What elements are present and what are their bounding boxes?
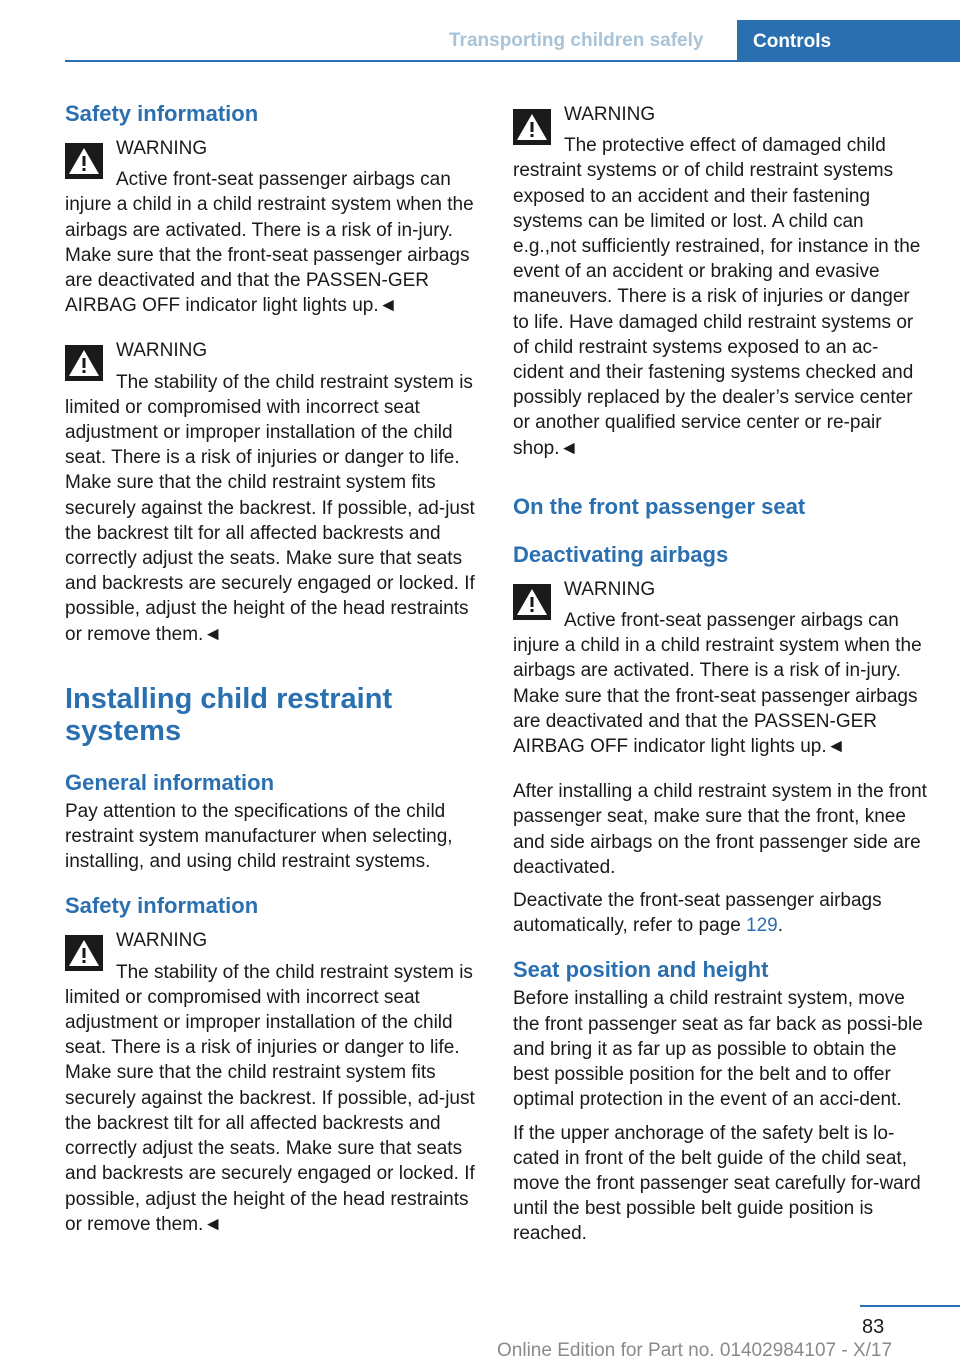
warning-block [65, 338, 477, 646]
warning-block [65, 136, 477, 318]
online-edition-footer: Online Edition for Part no. 01402984107 - X/17 [497, 1340, 893, 1361]
page-129-link[interactable]: 129 [746, 915, 778, 937]
warning-block [513, 577, 927, 759]
right-column [513, 102, 927, 1255]
heading-safety-information: Safety information [65, 101, 259, 126]
after-installing-text: After installing a child restraint system in the front passenger seat, make sure that the front, knee and side airbags on the front passenger side are deactivated. [513, 781, 927, 878]
heading-deactivating-airbags: Deactivating airbags [513, 541, 729, 567]
deactivate-text: Deactivate the front-seat passenger airbags automatically, refer to page [513, 890, 882, 937]
warning-block [513, 102, 927, 461]
warning-icon [65, 935, 103, 971]
deactivate-airbags-text [513, 888, 927, 938]
heading-seat-position-and-height: Seat position and height [513, 957, 769, 983]
header-rule [65, 60, 960, 62]
warning-icon [65, 143, 103, 179]
warning-block [65, 928, 477, 1236]
left-column [65, 100, 477, 1257]
heading-on-the-front-passenger-seat: On the front passenger seat [513, 493, 806, 519]
header-chapter-tab[interactable]: Controls [737, 20, 960, 60]
warning-title: WARNING [116, 930, 208, 952]
general-information-text: Pay attention to the specifications of the child restraint system manufacturer when selecting, installing, and using child restraint systems. [65, 800, 453, 873]
seat-position-text-1: Before installing a child restraint system, move the front passenger seat as far back as possi-ble and bring it as far up as possible to obtain the best possible position for the belt and to offer optimal protection in the event of an acci-dent. [513, 988, 923, 1111]
heading-safety-information-2: Safety information [65, 893, 259, 919]
warning-text: The stability of the child restraint system is limited or compromised with incorrect seat adjustment or improper installation of the child seat. There is a risk of injuries or danger to life. Make sure that the child restraint system fits securely against the backrest. If possible, ad-just the backrest tilt for all affected backrests and correctly adjust the seats. Make sure that seats and backrests are securely engaged or locked. If possible, adjust the height of the head restraints or remove them.◄ [65, 371, 475, 645]
warning-icon [513, 584, 551, 620]
warning-title: WARNING [564, 578, 656, 600]
warning-title: WARNING [116, 340, 208, 362]
warning-text: The protective effect of damaged child restraint systems or of child restraint systems exposed to an accident and their fastening systems can be limited or lost. A child can e.g.,not sufficiently restrained, for instance in the event of an accident or braking and evasive maneuvers. There is a risk of injuries or danger to life. Have damaged child restraint systems or of child restraint systems exposed to an ac-cident and their fastening systems checked and possibly replaced by the dealer’s service center or another qualified service center or re-pair shop.◄ [513, 135, 921, 459]
warning-text: The stability of the child restraint system is limited or compromised with incorrect seat adjustment or improper installation of the child seat. There is a risk of injuries or danger to life. Make sure that the child restraint system fits securely against the backrest. If possible, ad-just the backrest tilt for all affected backrests and correctly adjust the seats. Make sure that seats and backrests are securely engaged or locked. If possible, adjust the height of the head restraints or remove them.◄ [65, 961, 475, 1235]
page-header [0, 0, 960, 62]
seat-position-text-2: If the upper anchorage of the safety belt is lo-cated in front of the belt guide of the child seat, move the front passenger seat carefully for-ward until the best possible belt guide position is reached. [513, 1122, 921, 1245]
warning-text: Active front-seat passenger airbags can injure a child in a child restraint system when the airbags are activated. There is a risk of in-jury. Make sure that the front-seat passenger airbags are deactivated and that the PASSEN-GER AIRBAG OFF indicator light lights up.◄ [513, 610, 922, 758]
header-section-title: Transporting children safely [449, 30, 704, 51]
warning-title: WARNING [116, 138, 208, 159]
warning-icon [65, 345, 103, 381]
warning-text: Active front-seat passenger airbags can injure a child in a child restraint system when the airbags are activated. There is a risk of in-jury. Make sure that the front-seat passenger airbags are deactivated and that the PASSEN-GER AIRBAG OFF indicator light lights up.◄ [65, 169, 474, 317]
heading-general-information: General information [65, 769, 275, 795]
page-number-rule [860, 1305, 960, 1307]
page-number: 83 [862, 1316, 885, 1338]
warning-icon [513, 109, 551, 145]
heading-installing-child-restraint-systems: Installing child restraint systems [65, 682, 393, 747]
warning-title: WARNING [564, 104, 656, 125]
sentence-period: . [777, 915, 784, 937]
